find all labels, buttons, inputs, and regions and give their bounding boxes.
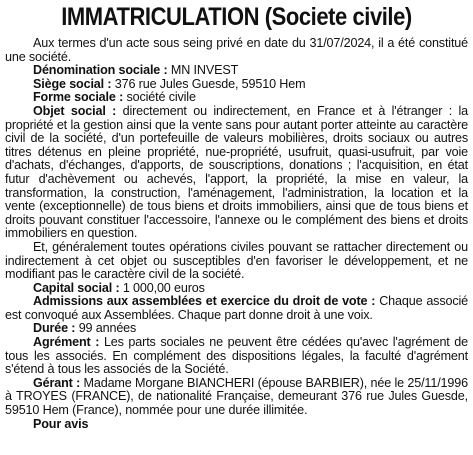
objet-label: Objet social : <box>33 103 117 118</box>
denomination-label: Dénomination sociale : <box>33 63 168 78</box>
agrement-label: Agrément : <box>33 335 100 350</box>
objet-suite-paragraph: Et, généralement toutes opérations civiles pouvant se rattacher directement ou indirectement à cet objet ou susceptibles d'en favoriser le développement, et ne modifiant pas le caractère civil de la société. <box>5 239 468 282</box>
notice-title: IMMATRICULATION (Societe civile) <box>61 3 412 31</box>
gerant-label: Gérant : <box>33 375 81 390</box>
capital-value: 1 000,00 euros <box>122 280 205 295</box>
duree-line <box>5 322 468 336</box>
duree-value: 99 années <box>78 321 137 336</box>
intro-paragraph: Aux termes d'un acte sous seing privé en date du 31/07/2024, il a été constitué une société. <box>5 36 468 64</box>
agrement-paragraph <box>5 336 468 377</box>
siege-line <box>5 78 468 92</box>
footer-line <box>5 418 468 432</box>
denomination-line <box>5 64 468 78</box>
agrement-value: Les parts sociales ne peuvent être cédées qu'avec l'agrément de tous les associés. En complément des dispositions légales, la faculté d'agrément s'étend à tous les associés de la Société. <box>5 335 469 377</box>
admissions-value: Chaque associé est convoqué aux Assemblées. Chaque part donne droit à une voix. <box>5 294 468 322</box>
gerant-paragraph <box>5 377 468 418</box>
capital-line <box>5 282 468 296</box>
gerant-value: Madame Morgane BIANCHERI (épouse BARBIER), née le 25/11/1996 à TROYES (FRANCE), de nationalité Française, demeurant 376 rue Jules Guesde, 59510 Hem (France), nommée pour une durée illimitée. <box>5 375 468 418</box>
siege-label: Siège social : <box>33 76 112 91</box>
denomination-value: MN INVEST <box>170 63 239 78</box>
admissions-paragraph <box>5 295 468 322</box>
pour-avis-text: Pour avis <box>33 416 89 431</box>
duree-label: Durée : <box>33 321 76 336</box>
objet-paragraph <box>5 105 468 241</box>
forme-value: société civile <box>126 90 196 105</box>
notice-body <box>5 37 468 431</box>
capital-label: Capital social : <box>33 280 120 295</box>
objet-value: directement ou indirectement, en France et à l'étranger : la propriété et la gestion ainsi que la vente sans pour autant porter atteinte au caractère civil de la société, d'un portefeuille de valeurs mobilières, droits sociaux ou autres titres détenus en pleine propriété, nue-propriété, usufruit, quasi-usufruit, par voie d'achats, d'échanges, d'apports, de souscriptions, donations ; l'acquisition, en état futur d'achèvement ou achevés, l'apport, la propriété, la mise en valeur, la transformation, la construction, l'aménagement, l'administration, la location et la vente (exceptionnelle) de tous biens et droits immobiliers, ainsi que de tous biens et droits pouvant constituer l'accessoire, l'annexe ou le complément des biens et droits immobiliers en question. <box>5 103 468 241</box>
admissions-label: Admissions aux assemblées et exercice du droit de vote : <box>33 294 376 309</box>
forme-line <box>5 91 468 105</box>
siege-value: 376 rue Jules Guesde, 59510 Hem <box>114 76 306 91</box>
legal-notice <box>5 4 468 431</box>
forme-label: Forme sociale : <box>33 90 124 105</box>
